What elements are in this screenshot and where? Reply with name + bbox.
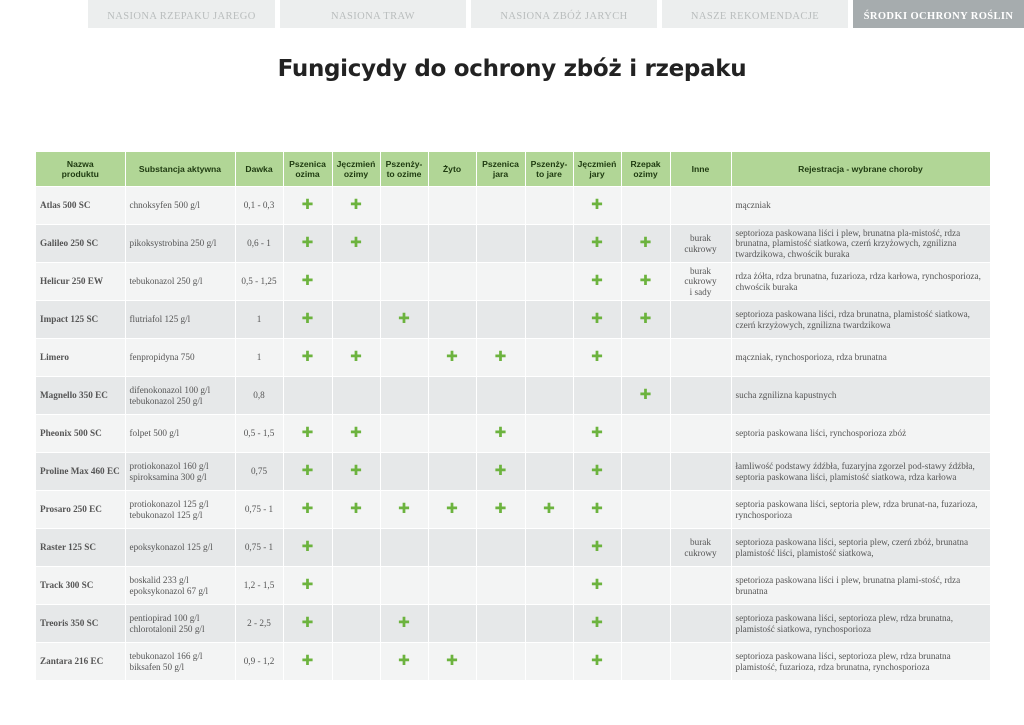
crop-cell	[573, 529, 621, 567]
tab-nasiona-zboz[interactable]: NASIONA ZBÓŻ JARYCH	[471, 0, 657, 28]
product-name: Magnello 350 EC	[36, 377, 125, 415]
crop-cell	[476, 605, 525, 643]
crop-cell	[332, 415, 380, 453]
table-row	[36, 415, 990, 453]
crop-cell	[428, 263, 476, 301]
dose: 2 - 2,5	[235, 605, 283, 643]
product-name: Impact 125 SC	[36, 301, 125, 339]
plus-icon: ✚	[301, 614, 314, 631]
other-crops	[670, 377, 731, 415]
crop-cell	[621, 187, 670, 225]
table-row	[36, 453, 990, 491]
crop-cell	[428, 643, 476, 681]
plus-icon: ✚	[301, 424, 314, 441]
plus-icon: ✚	[591, 234, 603, 251]
col-header: Rejestracja - wybrane choroby	[731, 152, 990, 187]
plus-icon: ✚	[398, 614, 410, 631]
crop-cell	[283, 605, 332, 643]
table-row	[36, 643, 990, 681]
col-header: Dawka	[235, 152, 283, 187]
col-header: Pszenży- to ozime	[380, 152, 428, 187]
plus-icon: ✚	[543, 500, 555, 517]
crop-cell	[380, 263, 428, 301]
table-row	[36, 301, 990, 339]
plus-icon: ✚	[591, 310, 603, 327]
crop-cell	[525, 567, 573, 605]
table-header-row	[36, 152, 990, 187]
col-header: Żyto	[428, 152, 476, 187]
crop-cell	[621, 491, 670, 529]
crop-cell	[621, 377, 670, 415]
crop-cell	[332, 605, 380, 643]
plus-icon: ✚	[398, 652, 410, 669]
col-header: Pszenica ozima	[283, 152, 332, 187]
crop-cell	[380, 453, 428, 491]
crop-cell	[380, 339, 428, 377]
crop-cell	[332, 453, 380, 491]
crop-cell	[380, 415, 428, 453]
plus-icon: ✚	[591, 538, 603, 555]
product-name: Zantara 216 EC	[36, 643, 125, 681]
table-row	[36, 529, 990, 567]
col-header: Jęczmień ozimy	[332, 152, 380, 187]
crop-cell	[476, 453, 525, 491]
crop-cell	[476, 415, 525, 453]
crop-cell	[476, 567, 525, 605]
crop-cell	[621, 567, 670, 605]
crop-cell	[332, 263, 380, 301]
crop-cell	[573, 301, 621, 339]
other-crops: burak cukrowy i sady	[670, 263, 731, 301]
other-crops	[670, 605, 731, 643]
plus-icon: ✚	[398, 310, 410, 327]
registration-diseases: mączniak	[731, 187, 990, 225]
plus-icon: ✚	[350, 462, 362, 479]
other-crops	[670, 187, 731, 225]
col-header: Inne	[670, 152, 731, 187]
table-row	[36, 263, 990, 301]
plus-icon: ✚	[591, 500, 603, 517]
crop-cell	[283, 529, 332, 567]
crop-cell	[428, 491, 476, 529]
col-header: Substancja aktywna	[125, 152, 235, 187]
table-row	[36, 339, 990, 377]
crop-cell	[428, 225, 476, 263]
plus-icon: ✚	[639, 272, 652, 289]
crop-cell	[380, 529, 428, 567]
section-tabs	[0, 0, 1024, 28]
active-substance: folpet 500 g/l	[125, 415, 235, 453]
registration-diseases: rdza żółta, rdza brunatna, fuzarioza, rdza karłowa, rynchosporioza, chwościk buraka	[731, 263, 990, 301]
registration-diseases: septorioza paskowana liści i plew, brunatna pla-mistość, rdza brunatna, plamistość siatkowa, czerń krzyżowych, zgnilizna twardzikowa, chwościk buraka	[731, 225, 990, 263]
crop-cell	[573, 187, 621, 225]
registration-diseases: septorioza paskowana liści, septoria plew, czerń zbóż, brunatna plamistość liści, plamistość siatkowa,	[731, 529, 990, 567]
crop-cell	[621, 225, 670, 263]
crop-cell	[283, 567, 332, 605]
crop-cell	[380, 225, 428, 263]
dose: 0,75 - 1	[235, 491, 283, 529]
table-row	[36, 187, 990, 225]
product-name: Raster 125 SC	[36, 529, 125, 567]
crop-cell	[332, 301, 380, 339]
plus-icon: ✚	[446, 652, 458, 669]
plus-icon: ✚	[301, 234, 314, 251]
plus-icon: ✚	[591, 196, 603, 213]
crop-cell	[332, 529, 380, 567]
crop-cell	[573, 605, 621, 643]
active-substance: chnoksyfen 500 g/l	[125, 187, 235, 225]
plus-icon: ✚	[301, 576, 314, 593]
product-name: Galileo 250 SC	[36, 225, 125, 263]
crop-cell	[283, 415, 332, 453]
active-substance: protiokonazol 160 g/l spiroksamina 300 g/l	[125, 453, 235, 491]
plus-icon: ✚	[301, 310, 314, 327]
crop-cell	[525, 491, 573, 529]
crop-cell	[332, 187, 380, 225]
plus-icon: ✚	[446, 348, 458, 365]
crop-cell	[380, 301, 428, 339]
crop-cell	[476, 225, 525, 263]
plus-icon: ✚	[591, 652, 603, 669]
crop-cell	[476, 529, 525, 567]
crop-cell	[573, 339, 621, 377]
plus-icon: ✚	[591, 272, 603, 289]
product-name: Proline Max 460 EC	[36, 453, 125, 491]
plus-icon: ✚	[301, 462, 314, 479]
plus-icon: ✚	[591, 614, 603, 631]
other-crops: burak cukrowy	[670, 225, 731, 263]
plus-icon: ✚	[301, 348, 314, 365]
crop-cell	[525, 263, 573, 301]
crop-cell	[573, 377, 621, 415]
plus-icon: ✚	[350, 500, 362, 517]
crop-cell	[476, 339, 525, 377]
crop-cell	[573, 415, 621, 453]
plus-icon: ✚	[301, 196, 314, 213]
crop-cell	[621, 301, 670, 339]
plus-icon: ✚	[639, 310, 652, 327]
product-name: Treoris 350 SC	[36, 605, 125, 643]
tab-rekomendacje[interactable]: NASZE REKOMENDACJE	[662, 0, 848, 28]
tab-nasiona-traw[interactable]: NASIONA TRAW	[280, 0, 466, 28]
crop-cell	[380, 491, 428, 529]
crop-cell	[428, 415, 476, 453]
active-substance: protiokonazol 125 g/l tebukonazol 125 g/l	[125, 491, 235, 529]
crop-cell	[621, 605, 670, 643]
registration-diseases: łamliwość podstawy źdźbła, fuzaryjna zgorzel pod-stawy źdźbła, septoria paskowana liści, plamistość siatkowa, rdza karłowa	[731, 453, 990, 491]
active-substance: pikoksystrobina 250 g/l	[125, 225, 235, 263]
registration-diseases: spetorioza paskowana liści i plew, brunatna plami-stość, rdza brunatna	[731, 567, 990, 605]
product-name: Helicur 250 EW	[36, 263, 125, 301]
registration-diseases: septorioza paskowana liści, septorioza plew, rdza brunatna plamistość, fuzarioza, rdza brunatna, rynchosporioza	[731, 643, 990, 681]
other-crops	[670, 567, 731, 605]
crop-cell	[332, 567, 380, 605]
crop-cell	[573, 453, 621, 491]
crop-cell	[525, 225, 573, 263]
crop-cell	[573, 225, 621, 263]
registration-diseases: mączniak, rynchosporioza, rdza brunatna	[731, 339, 990, 377]
crop-cell	[380, 567, 428, 605]
plus-icon: ✚	[398, 500, 410, 517]
tab-nasiona-rzepaku[interactable]: NASIONA RZEPAKU JAREGO	[88, 0, 275, 28]
other-crops: burak cukrowy	[670, 529, 731, 567]
plus-icon: ✚	[301, 272, 314, 289]
crop-cell	[332, 643, 380, 681]
crop-cell	[283, 187, 332, 225]
registration-diseases: septorioza paskowana liści, rdza brunatna, plamistość siatkowa, czerń krzyżowych, zgnilizna twardzikowa	[731, 301, 990, 339]
crop-cell	[428, 529, 476, 567]
plus-icon: ✚	[591, 576, 603, 593]
crop-cell	[621, 643, 670, 681]
plus-icon: ✚	[350, 424, 362, 441]
active-substance: tebukonazol 166 g/l biksafen 50 g/l	[125, 643, 235, 681]
plus-icon: ✚	[350, 348, 362, 365]
crop-cell	[428, 605, 476, 643]
crop-cell	[428, 377, 476, 415]
other-crops	[670, 301, 731, 339]
plus-icon: ✚	[301, 538, 314, 555]
plus-icon: ✚	[350, 234, 362, 251]
crop-cell	[283, 339, 332, 377]
crop-cell	[525, 605, 573, 643]
crop-cell	[283, 491, 332, 529]
dose: 0,1 - 0,3	[235, 187, 283, 225]
table-row	[36, 567, 990, 605]
active-substance: difenokonazol 100 g/l tebukonazol 250 g/l	[125, 377, 235, 415]
plus-icon: ✚	[301, 500, 314, 517]
crop-cell	[525, 339, 573, 377]
crop-cell	[428, 453, 476, 491]
product-name: Track 300 SC	[36, 567, 125, 605]
product-name: Prosaro 250 EC	[36, 491, 125, 529]
active-substance: fenpropidyna 750	[125, 339, 235, 377]
plus-icon: ✚	[494, 424, 507, 441]
crop-cell	[332, 491, 380, 529]
crop-cell	[525, 415, 573, 453]
col-header: Pszenica jara	[476, 152, 525, 187]
product-name: Pheonix 500 SC	[36, 415, 125, 453]
col-header: Pszenży- to jare	[525, 152, 573, 187]
crop-cell	[621, 339, 670, 377]
tab-srodki-ochrony[interactable]: ŚRODKI OCHRONY ROŚLIN	[853, 0, 1024, 28]
plus-icon: ✚	[591, 424, 603, 441]
table-row	[36, 491, 990, 529]
active-substance: pentiopirad 100 g/l chlorotalonil 250 g/l	[125, 605, 235, 643]
crop-cell	[428, 339, 476, 377]
table-row	[36, 605, 990, 643]
registration-diseases: sucha zgnilizna kapustnych	[731, 377, 990, 415]
crop-cell	[525, 643, 573, 681]
crop-cell	[621, 415, 670, 453]
crop-cell	[332, 377, 380, 415]
crop-cell	[283, 377, 332, 415]
registration-diseases: septoria paskowana liści, septoria plew, rdza brunat-na, fuzarioza, rynchosporioza	[731, 491, 990, 529]
plus-icon: ✚	[639, 386, 652, 403]
crop-cell	[621, 263, 670, 301]
dose: 1,2 - 1,5	[235, 567, 283, 605]
crop-cell	[476, 187, 525, 225]
active-substance: flutriafol 125 g/l	[125, 301, 235, 339]
crop-cell	[380, 605, 428, 643]
plus-icon: ✚	[591, 462, 603, 479]
crop-cell	[283, 263, 332, 301]
active-substance: epoksykonazol 125 g/l	[125, 529, 235, 567]
crop-cell	[283, 453, 332, 491]
crop-cell	[428, 187, 476, 225]
fungicide-table	[36, 152, 991, 680]
active-substance: boskalid 233 g/l epoksykonazol 67 g/l	[125, 567, 235, 605]
table-row	[36, 377, 990, 415]
crop-cell	[380, 643, 428, 681]
dose: 0,75 - 1	[235, 529, 283, 567]
crop-cell	[380, 377, 428, 415]
col-header: Nazwa produktu	[36, 152, 125, 187]
dose: 1	[235, 339, 283, 377]
crop-cell	[428, 567, 476, 605]
plus-icon: ✚	[639, 234, 652, 251]
table-body	[36, 187, 990, 681]
plus-icon: ✚	[494, 462, 507, 479]
crop-cell	[621, 529, 670, 567]
crop-cell	[332, 339, 380, 377]
product-name: Atlas 500 SC	[36, 187, 125, 225]
crop-cell	[476, 643, 525, 681]
dose: 1	[235, 301, 283, 339]
crop-cell	[573, 567, 621, 605]
plus-icon: ✚	[301, 652, 314, 669]
registration-diseases: septorioza paskowana liści, septorioza plew, rdza brunatna, plamistość siatkowa, rynchosporioza	[731, 605, 990, 643]
other-crops	[670, 491, 731, 529]
crop-cell	[525, 377, 573, 415]
dose: 0,5 - 1,25	[235, 263, 283, 301]
plus-icon: ✚	[591, 348, 603, 365]
col-header: Rzepak ozimy	[621, 152, 670, 187]
crop-cell	[525, 453, 573, 491]
product-name: Limero	[36, 339, 125, 377]
plus-icon: ✚	[446, 500, 458, 517]
dose: 0,75	[235, 453, 283, 491]
col-header: Jęczmień jary	[573, 152, 621, 187]
crop-cell	[380, 187, 428, 225]
active-substance: tebukonazol 250 g/l	[125, 263, 235, 301]
registration-diseases: septoria paskowana liści, rynchosporioza zbóż	[731, 415, 990, 453]
crop-cell	[476, 377, 525, 415]
crop-cell	[283, 643, 332, 681]
crop-cell	[428, 301, 476, 339]
crop-cell	[332, 225, 380, 263]
crop-cell	[283, 301, 332, 339]
crop-cell	[621, 453, 670, 491]
crop-cell	[476, 491, 525, 529]
table-row	[36, 225, 990, 263]
dose: 0,6 - 1	[235, 225, 283, 263]
other-crops	[670, 453, 731, 491]
dose: 0,5 - 1,5	[235, 415, 283, 453]
crop-cell	[283, 225, 332, 263]
crop-cell	[525, 529, 573, 567]
plus-icon: ✚	[494, 500, 507, 517]
crop-cell	[573, 263, 621, 301]
crop-cell	[476, 263, 525, 301]
crop-cell	[525, 187, 573, 225]
plus-icon: ✚	[350, 196, 362, 213]
other-crops	[670, 643, 731, 681]
crop-cell	[573, 643, 621, 681]
dose: 0,8	[235, 377, 283, 415]
crop-cell	[573, 491, 621, 529]
crop-cell	[476, 301, 525, 339]
other-crops	[670, 415, 731, 453]
page-title: Fungicydy do ochrony zbóż i rzepaku	[277, 56, 747, 82]
plus-icon: ✚	[494, 348, 507, 365]
other-crops	[670, 339, 731, 377]
crop-cell	[525, 301, 573, 339]
dose: 0,9 - 1,2	[235, 643, 283, 681]
